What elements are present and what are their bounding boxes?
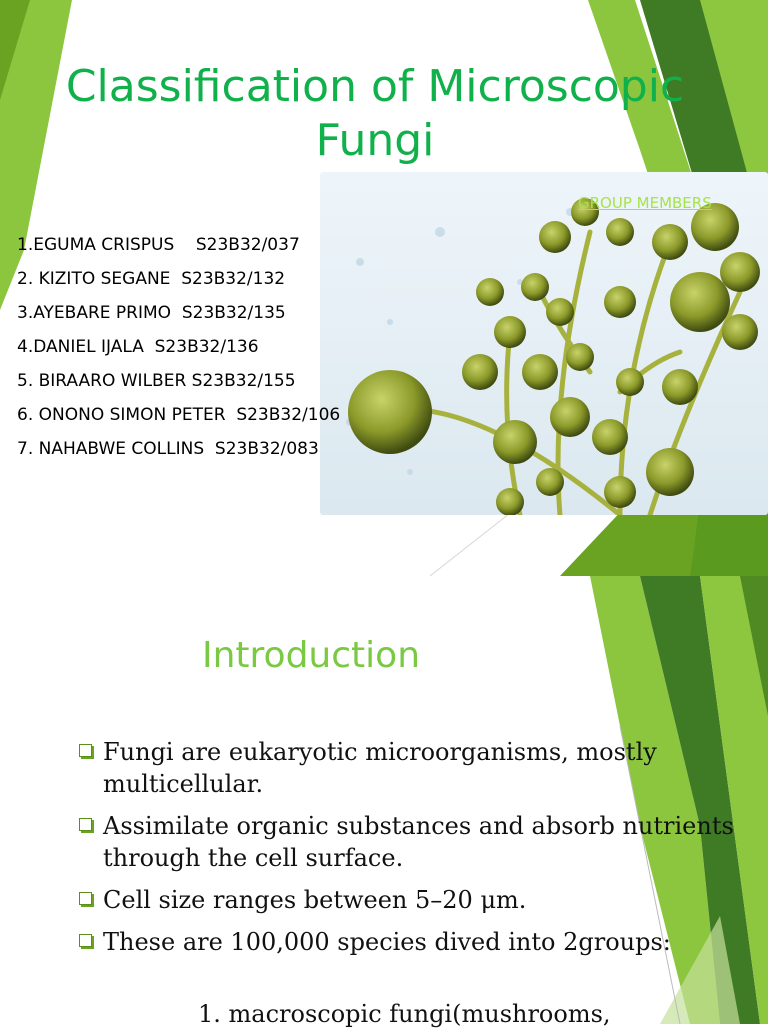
bullet-list <box>76 736 736 968</box>
member-item: 7. NAHABWE COLLINS S23B32/083 <box>17 439 319 459</box>
bullet-text: These are 100,000 species dived into 2groups: <box>103 928 671 956</box>
bullet-text: Fungi are eukaryotic microorganisms, mostly multicellular. <box>103 738 657 798</box>
list-item <box>76 810 736 874</box>
list-item <box>76 884 736 916</box>
introduction-heading: Introduction <box>202 635 421 676</box>
fungi-photo <box>320 172 768 515</box>
group-members-link[interactable]: GROUP MEMBERS <box>578 194 712 212</box>
member-item: 1.EGUMA CRISPUS S23B32/037 <box>17 235 300 255</box>
list-item <box>76 736 736 800</box>
slide-title-heading: Classification of Microscopic Fungi <box>65 61 685 166</box>
square-checkbox-bullet-icon <box>79 934 92 947</box>
list-item <box>76 926 736 958</box>
square-checkbox-bullet-icon <box>79 744 92 757</box>
member-item: 2. KIZITO SEGANE S23B32/132 <box>17 269 286 289</box>
member-item: 5. BIRAARO WILBER S23B32/155 <box>17 371 296 391</box>
sub-item: 1. macroscopic fungi(mushrooms, <box>198 1000 611 1028</box>
member-item: 4.DANIEL IJALA S23B32/136 <box>17 337 259 357</box>
square-checkbox-bullet-icon <box>79 892 92 905</box>
square-checkbox-bullet-icon <box>79 818 92 831</box>
member-list <box>17 228 340 466</box>
bullet-text: Cell size ranges between 5–20 μm. <box>103 886 527 914</box>
bullet-text: Assimilate organic substances and absorb nutrients through the cell surface. <box>103 812 734 872</box>
member-item: 6. ONONO SIMON PETER S23B32/106 <box>17 405 341 425</box>
member-item: 3.AYEBARE PRIMO S23B32/135 <box>17 303 286 323</box>
